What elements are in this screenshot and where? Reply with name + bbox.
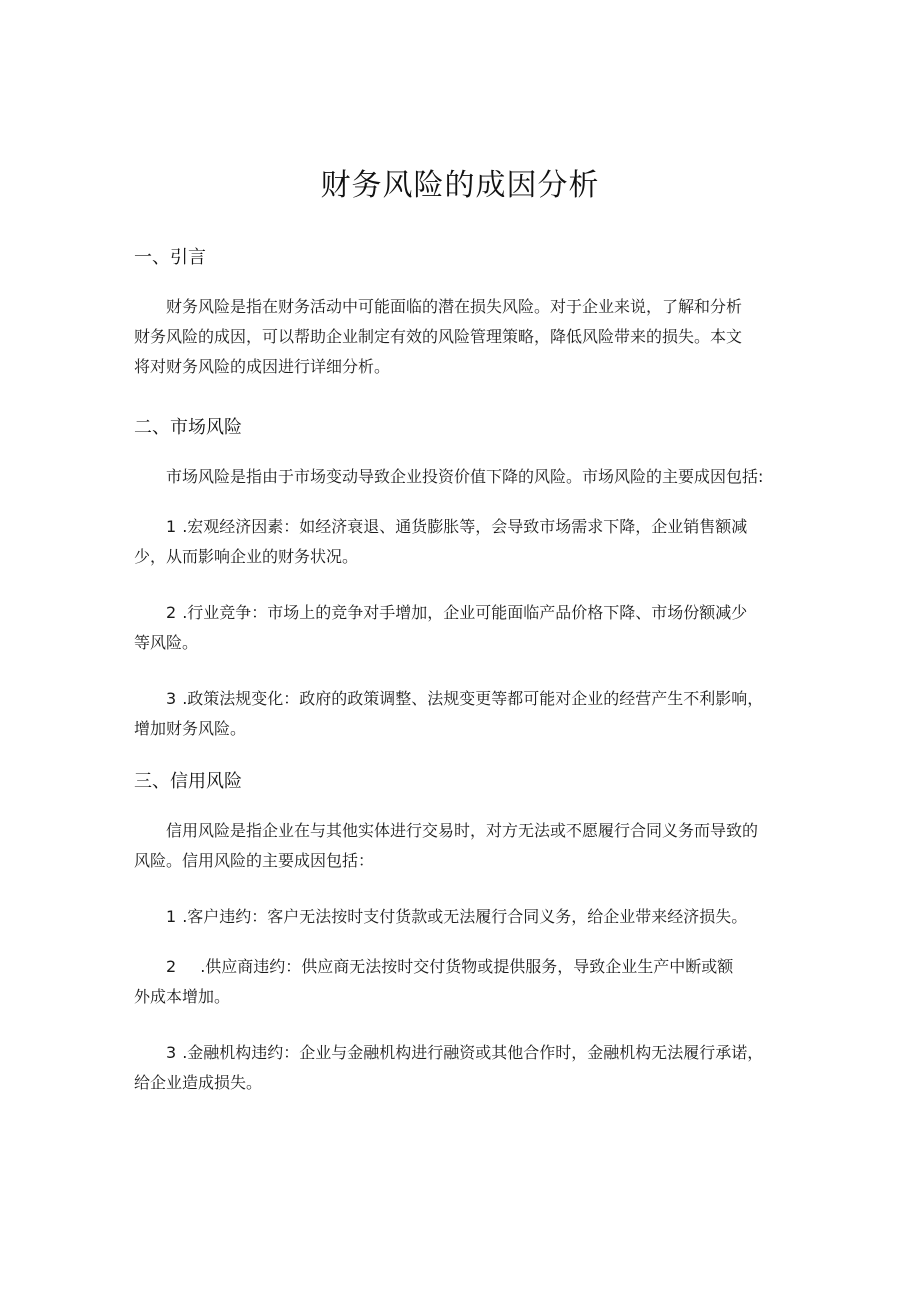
list-item-text: .供应商违约：供应商无法按时交付货物或提供服务，导致企业生产中断或额	[200, 957, 734, 976]
list-item-number: 3	[166, 1043, 177, 1062]
list-item-text: .金融机构违约：企业与金融机构进行融资或其他合作时，金融机构无法履行承诺，	[182, 1043, 764, 1062]
document-title: 财务风险的成因分析	[320, 168, 600, 203]
list-item-number: 2	[166, 957, 177, 976]
list-item	[134, 512, 800, 572]
list-item-number: 1	[166, 517, 177, 536]
section-heading-introduction: 一、引言	[134, 247, 206, 268]
market-risk-paragraph	[134, 462, 800, 492]
credit-risk-paragraph	[134, 816, 800, 876]
list-item-text: 少，从而影响企业的财务状况。	[134, 547, 359, 566]
paragraph-line: 风险。信用风险的主要成因包括：	[134, 851, 375, 870]
paragraph-line: 市场风险是指由于市场变动导致企业投资价值下降的风险。市场风险的主要成因包括:	[166, 467, 764, 486]
list-item-number: 2	[166, 603, 177, 622]
list-item-text: 外成本增加。	[134, 987, 231, 1006]
paragraph-line: 将对财务风险的成因进行详细分析。	[134, 357, 391, 376]
list-item	[134, 902, 800, 932]
list-item-text: .行业竞争：市场上的竞争对手增加，企业可能面临产品价格下降、市场份额减少	[182, 603, 748, 622]
list-item	[134, 684, 800, 744]
paragraph-line: 财务风险是指在财务活动中可能面临的潜在损失风险。对于企业来说，了解和分析	[166, 297, 743, 316]
list-item-text: .政策法规变化：政府的政策调整、法规变更等都可能对企业的经营产生不利影响，	[182, 689, 764, 708]
introduction-paragraph	[134, 292, 800, 382]
list-item-text: 增加财务风险。	[134, 719, 247, 738]
paragraph-line: 财务风险的成因，可以帮助企业制定有效的风险管理策略，降低风险带来的损失。本文	[134, 327, 743, 346]
list-item-number: 1	[166, 907, 177, 926]
list-item-text: 给企业造成损失。	[134, 1073, 263, 1092]
list-item-text: .客户违约：客户无法按时支付货款或无法履行合同义务，给企业带来经济损失。	[182, 907, 748, 926]
list-item-number: 3	[166, 689, 177, 708]
list-item	[134, 1038, 800, 1098]
paragraph-line: 信用风险是指企业在与其他实体进行交易时，对方无法或不愿履行合同义务而导致的	[166, 821, 759, 840]
list-item	[134, 952, 800, 1012]
list-item-text: .宏观经济因素：如经济衰退、通货膨胀等，会导致市场需求下降，企业销售额减	[182, 517, 748, 536]
section-heading-market-risk: 二、市场风险	[134, 417, 242, 438]
list-item-text: 等风险。	[134, 633, 199, 652]
list-item	[134, 598, 800, 658]
section-heading-credit-risk: 三、信用风险	[134, 771, 242, 792]
